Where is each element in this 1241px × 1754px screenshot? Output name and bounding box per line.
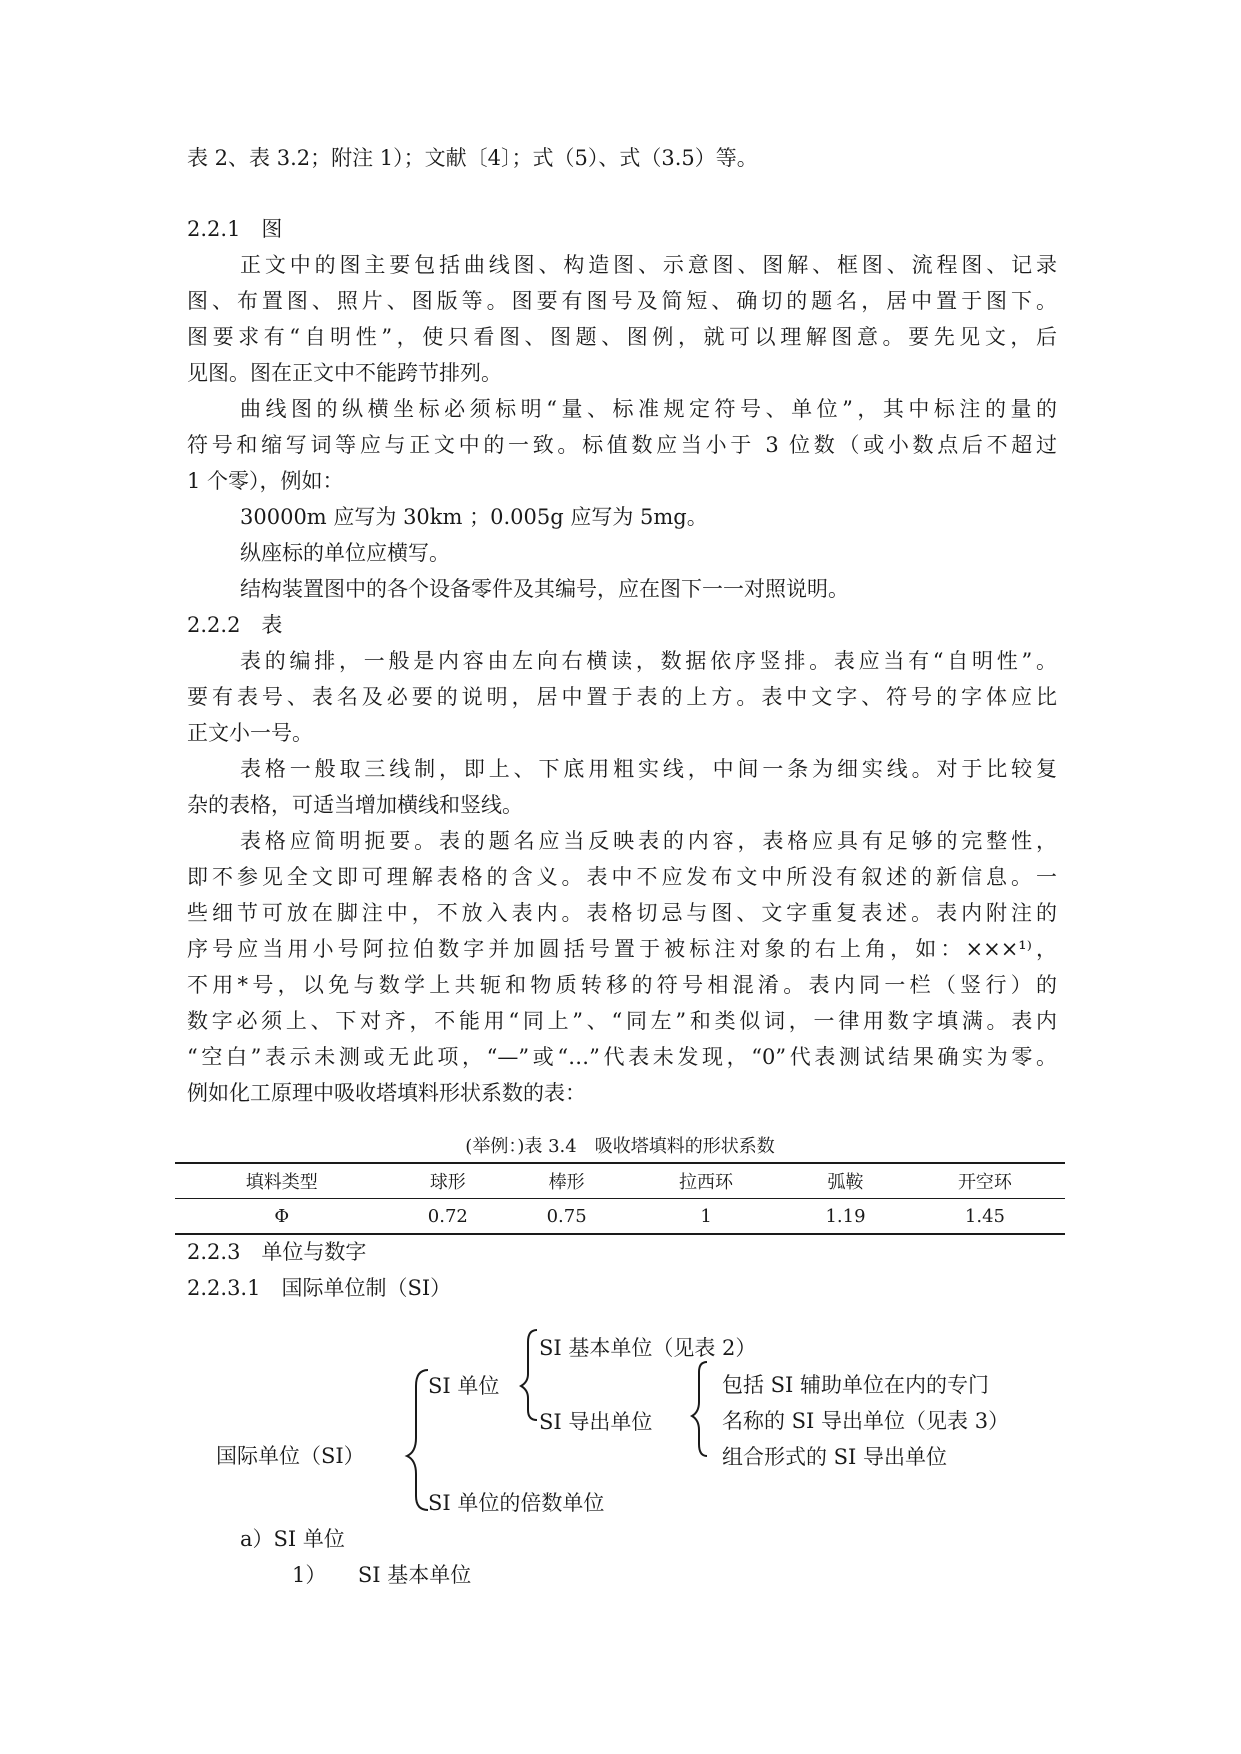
section-heading-2-2-3: 2.2.3 单位与数字 <box>187 1240 367 1264</box>
table-cell: Φ <box>274 1205 290 1227</box>
table-header-row <box>175 1163 1065 1199</box>
paragraph-line: 正文小一号。 <box>187 721 313 745</box>
list-item-1: 1） SI 基本单位 <box>292 1563 472 1587</box>
diagram-si-units-label: SI 单位 <box>428 1374 500 1398</box>
derived-units-brace <box>692 1362 707 1456</box>
paragraph-line: 即不参见全文即可理解表格的含义。表中不应发布文中所没有叙述的新信息。一 <box>187 865 1057 889</box>
table-row <box>175 1199 1065 1235</box>
table-header-cell: 拉西环 <box>679 1172 734 1193</box>
paragraph-line: 图、布置图、照片、图版等。图要有图号及简短、确切的题名，居中置于图下。 <box>187 289 1057 313</box>
top-line: 表 2、表 3.2；附注 1）；文献〔4〕；式（5）、式（3.5）等。 <box>187 146 758 170</box>
paragraph-line: 纵座标的单位应横写。 <box>240 541 450 565</box>
section-heading-2-2-1: 2.2.1 图 <box>187 217 283 241</box>
table-cell: 1 <box>700 1205 712 1227</box>
section-heading-2-2-3-1: 2.2.3.1 国际单位制（SI） <box>187 1276 452 1300</box>
table-caption: (举例：)表 3.4 吸收塔填料的形状系数 <box>465 1136 775 1157</box>
root-brace <box>407 1370 428 1510</box>
paragraph-line: 表的编排，一般是内容由左向右横读，数据依序竖排。表应当有“自明性”。 <box>240 649 1057 673</box>
paragraph-line: 曲线图的纵横坐标必须标明“量、标准规定符号、单位”，其中标注的量的 <box>240 397 1057 421</box>
diagram-derived-combined-label: 组合形式的 SI 导出单位 <box>722 1445 948 1469</box>
paragraph-line: 图要求有“自明性”，使只看图、图题、图例，就可以理解图意。要先见文，后 <box>187 325 1057 349</box>
diagram-root-label: 国际单位（SI） <box>216 1444 365 1468</box>
table-header-cell: 球形 <box>429 1172 466 1193</box>
paragraph-line: 符号和缩写词等应与正文中的一致。标值数应当小于 3 位数（或小数点后不超过 <box>187 433 1057 457</box>
section-heading-2-2-2: 2.2.2 表 <box>187 613 283 637</box>
paragraph-line: “空白”表示未测或无此项，“—”或“…”代表未发现，“0”代表测试结果确实为零。 <box>187 1045 1057 1069</box>
table-header-cell: 弧鞍 <box>827 1172 864 1193</box>
table-cell: 0.75 <box>546 1205 587 1227</box>
diagram-derived-units-label: SI 导出单位 <box>539 1410 653 1434</box>
paragraph-line: 序号应当用小号阿拉伯数字并加圆括号置于被标注对象的右上角，如：×××¹⁾， <box>187 937 1057 961</box>
table-header-cell: 开空环 <box>957 1172 1012 1193</box>
packing-shape-factor-table <box>175 1162 1065 1235</box>
paragraph-line: 30000m 应写为 30km ；0.005g 应写为 5mg。 <box>240 505 708 529</box>
paragraph-line: 要有表号、表名及必要的说明，居中置于表的上方。表中文字、符号的字体应比 <box>187 685 1057 709</box>
paragraph-line: 些细节可放在脚注中，不放入表内。表格切忌与图、文字重复表述。表内附注的 <box>187 901 1057 925</box>
table-header-cell: 填料类型 <box>245 1172 318 1193</box>
paragraph-line: 表格一般取三线制，即上、下底用粗实线，中间一条为细实线。对于比较复 <box>240 757 1057 781</box>
paragraph-line: 表格应简明扼要。表的题名应当反映表的内容，表格应具有足够的完整性， <box>240 829 1057 853</box>
diagram-derived-special-label: 名称的 SI 导出单位（见表 3） <box>722 1409 1010 1433</box>
table-cell: 1.45 <box>964 1205 1005 1227</box>
paragraph-line: 见图。图在正文中不能跨节排列。 <box>187 361 502 385</box>
table-cell: 1.19 <box>825 1205 866 1227</box>
paragraph-line: 正文中的图主要包括曲线图、构造图、示意图、图解、框图、流程图、记录 <box>240 253 1057 277</box>
diagram-derived-special-label: 包括 SI 辅助单位在内的专门 <box>722 1373 990 1397</box>
table-cell: 0.72 <box>427 1205 468 1227</box>
paragraph-line: 杂的表格，可适当增加横线和竖线。 <box>187 793 523 817</box>
table-header-cell: 棒形 <box>548 1172 585 1193</box>
paragraph-line: 不用*号，以免与数学上共轭和物质转移的符号相混淆。表内同一栏（竖行）的 <box>187 973 1057 997</box>
paragraph-line: 例如化工原理中吸收塔填料形状系数的表： <box>187 1081 586 1105</box>
paragraph-line: 1 个零），例如： <box>187 469 344 493</box>
diagram-multiples-label: SI 单位的倍数单位 <box>428 1491 605 1515</box>
list-item-a: a）SI 单位 <box>240 1527 345 1551</box>
paragraph-line: 结构装置图中的各个设备零件及其编号，应在图下一一对照说明。 <box>240 577 849 601</box>
si-units-brace <box>521 1330 537 1420</box>
paragraph-line: 数字必须上、下对齐，不能用“同上”、“同左”和类似词，一律用数字填满。表内 <box>187 1009 1057 1033</box>
diagram-base-units-label: SI 基本单位（见表 2） <box>539 1336 757 1360</box>
